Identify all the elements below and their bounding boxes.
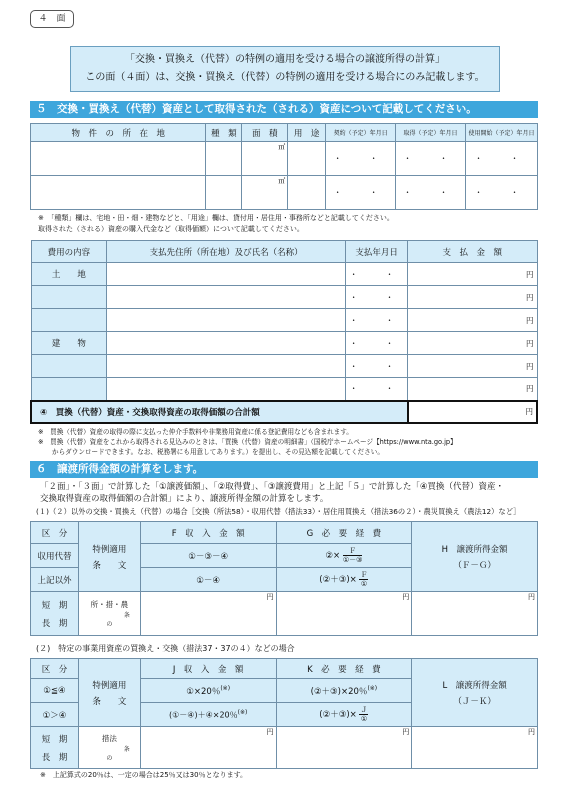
pay-date-input[interactable]: ・ ・ bbox=[346, 286, 408, 309]
short-term-label-2: 短 期 bbox=[41, 734, 68, 745]
header-k: K 必 要 経 費 bbox=[276, 659, 412, 679]
header-payee: 支払先住所（所在地）及び氏名（名称） bbox=[107, 241, 346, 263]
cost-label-blank bbox=[31, 286, 107, 309]
joubun-label: 条 文 bbox=[92, 560, 127, 571]
f-formula-a: ①－③－④ bbox=[140, 544, 276, 568]
k-b-den: ① bbox=[360, 715, 368, 723]
title-line-1: 「交換・買換え（代替）の特例の適用を受ける場合の譲渡所得の計算」 bbox=[125, 54, 445, 65]
h-formula: （Ｆ－Ｇ） bbox=[453, 560, 496, 571]
term-label-2 bbox=[31, 727, 79, 769]
pay-amount-input[interactable]: 円 bbox=[408, 286, 537, 309]
k-formula-a bbox=[276, 679, 412, 703]
law-input-1[interactable] bbox=[78, 592, 140, 636]
page-number: ４ 面 bbox=[30, 10, 74, 28]
g-a-den: ①－③ bbox=[342, 556, 363, 564]
g-formula-a bbox=[276, 544, 412, 568]
g-b-fraction bbox=[359, 571, 368, 588]
location-input-1[interactable] bbox=[31, 142, 206, 176]
row-label-le: ①≦④ bbox=[31, 679, 79, 703]
row-label-shuyou: 収用代替 bbox=[31, 544, 79, 568]
note-fees: ※ 買換（代替）資産の取得の際に支払った仲介手数料や非業務用資産に係る登記費用なども含まれます。 bbox=[38, 428, 353, 436]
g-b-prefix: (②＋③)× bbox=[319, 575, 357, 585]
g-formula-b bbox=[276, 568, 412, 592]
payee-input[interactable] bbox=[107, 309, 346, 332]
header-cost-content: 費用の内容 bbox=[31, 241, 107, 263]
calc-table-1 bbox=[30, 521, 538, 636]
pay-amount-input[interactable]: 円 bbox=[408, 263, 537, 286]
cost-label-building: 建 物 bbox=[31, 332, 107, 355]
note-type-use: ※ 「種類」欄は、宅地・田・畑・建物などと、「用途」欄は、貸付用・居住用・事務所などと記載してください。 bbox=[38, 214, 394, 222]
law-input-2[interactable] bbox=[78, 727, 140, 769]
j-a-text: ①×20％ bbox=[186, 686, 221, 697]
law-prefix-2: 措法 bbox=[101, 734, 117, 743]
section-6-heading: ６ 譲渡所得金額の計算をします。 bbox=[30, 461, 538, 478]
pay-amount-input[interactable]: 円 bbox=[408, 355, 537, 378]
use-start-date-input-2[interactable]: ・ ・ bbox=[466, 176, 538, 210]
no-label: の bbox=[106, 621, 113, 628]
subsection-2-title: (２) 特定の事業用資産の買換え・交換（措法37・37の４）などの場合 bbox=[36, 644, 295, 653]
k-b-num: Ｊ bbox=[360, 706, 368, 714]
j-b-mark: (※) bbox=[237, 708, 248, 716]
total-acquisition-input[interactable]: 円 bbox=[408, 401, 537, 423]
header-contract-date: 契約（予定）年月日 bbox=[326, 124, 396, 142]
k-formula-b bbox=[276, 703, 412, 727]
law-prefix: 所・措・農 bbox=[90, 600, 129, 609]
j-amount-input[interactable]: 円 bbox=[140, 727, 276, 769]
pay-amount-input[interactable]: 円 bbox=[408, 332, 537, 355]
area-input-1[interactable]: ㎡ bbox=[242, 142, 288, 176]
g-amount-input[interactable]: 円 bbox=[276, 592, 412, 636]
h-amount-input[interactable]: 円 bbox=[412, 592, 538, 636]
jou-label: 条 bbox=[123, 612, 130, 619]
calc-table-2 bbox=[30, 658, 538, 769]
footnote-percentage: ※ 上記算式の20％は、一定の場合は25％又は30％となります。 bbox=[40, 771, 248, 779]
f-formula-b: ①－④ bbox=[140, 568, 276, 592]
g-b-num: Ｆ bbox=[360, 571, 368, 579]
page-title bbox=[70, 46, 500, 92]
header-pay-amount: 支 払 金 額 bbox=[408, 241, 537, 263]
g-a-num: Ｆ bbox=[343, 547, 363, 556]
short-term-label: 短 期 bbox=[41, 600, 68, 611]
acquire-date-input-2[interactable]: ・ ・ bbox=[396, 176, 466, 210]
k-b-prefix: (②＋③)× bbox=[319, 710, 357, 720]
note-estimate-cont: からダウンロードできます。なお、税務署にも用意してあります。）を提出し、その見込額を記載してください。 bbox=[52, 448, 384, 456]
no-label-2: の bbox=[106, 755, 113, 762]
use-input-1[interactable] bbox=[288, 142, 326, 176]
payee-input[interactable] bbox=[107, 355, 346, 378]
pay-date-input[interactable]: ・ ・ bbox=[346, 355, 408, 378]
payee-input[interactable] bbox=[107, 263, 346, 286]
g-a-fraction bbox=[343, 547, 363, 564]
payee-input[interactable] bbox=[107, 378, 346, 401]
f-amount-input[interactable]: 円 bbox=[140, 592, 276, 636]
section-5-heading: ５ 交換・買換え（代替）資産として取得された（される）資産について記載してください。 bbox=[30, 101, 538, 118]
header-g: G 必 要 経 費 bbox=[276, 522, 412, 544]
l-amount-input[interactable]: 円 bbox=[412, 727, 538, 769]
header-use: 用 途 bbox=[288, 124, 326, 142]
h-label: H 譲渡所得金額 bbox=[441, 544, 508, 555]
header-area: 面 積 bbox=[242, 124, 288, 142]
property-table bbox=[30, 123, 538, 210]
k-a-mark: (※) bbox=[367, 684, 378, 692]
area-input-2[interactable]: ㎡ bbox=[242, 176, 288, 210]
k-b-fraction bbox=[359, 706, 368, 723]
tokurei-label: 特例適用 bbox=[92, 544, 127, 555]
header-acquire-date: 取得（予定）年月日 bbox=[396, 124, 466, 142]
contract-date-input-2[interactable]: ・ ・ bbox=[326, 176, 396, 210]
j-b-text: (①－④)＋④×20％ bbox=[168, 710, 238, 720]
row-label-other: 上記以外 bbox=[31, 568, 79, 592]
calc-desc-2: 交換取得資産の取得価額の合計額」により、譲渡所得金額の計算をします。 bbox=[40, 494, 329, 504]
use-input-2[interactable] bbox=[288, 176, 326, 210]
use-start-date-input-1[interactable]: ・ ・ bbox=[466, 142, 538, 176]
acquire-date-input-1[interactable]: ・ ・ bbox=[396, 142, 466, 176]
header-h bbox=[412, 522, 538, 592]
calc-desc-1: 「２面」・「３面」で計算した「①譲渡価額」、「②取得費」、「③譲渡費用」と上記「５」で計算した「④買換（代替）資産・ bbox=[40, 482, 504, 492]
pay-date-input[interactable]: ・ ・ bbox=[346, 263, 408, 286]
type-input-1[interactable] bbox=[206, 142, 242, 176]
cost-label-blank bbox=[31, 355, 107, 378]
header-type: 種 類 bbox=[206, 124, 242, 142]
total-acquisition-label: ④ 買換（代替）資産・交換取得資産の取得価額の合計額 bbox=[31, 401, 408, 423]
k-a-text: (②＋③)×20％ bbox=[310, 686, 368, 697]
j-formula-a bbox=[140, 679, 276, 703]
pay-date-input[interactable]: ・ ・ bbox=[346, 332, 408, 355]
location-input-2[interactable] bbox=[31, 176, 206, 210]
g-b-den: ① bbox=[360, 580, 368, 588]
joubun-label-2: 条 文 bbox=[92, 696, 127, 707]
cost-table bbox=[30, 240, 538, 424]
header-kubun: 区 分 bbox=[31, 522, 79, 544]
g-a-prefix: ②× bbox=[325, 551, 341, 561]
header-location: 物 件 の 所 在 地 bbox=[31, 124, 206, 142]
k-amount-input[interactable]: 円 bbox=[276, 727, 412, 769]
payee-input[interactable] bbox=[107, 332, 346, 355]
payee-input[interactable] bbox=[107, 286, 346, 309]
j-formula-b bbox=[140, 703, 276, 727]
title-line-2: この面（４面）は、交換・買換え（代替）の特例の適用を受ける場合にのみ記載します。 bbox=[85, 72, 485, 83]
jou-label-2: 条 bbox=[123, 746, 130, 753]
header-j: J 収 入 金 額 bbox=[140, 659, 276, 679]
l-label: L 譲渡所得金額 bbox=[442, 680, 507, 691]
pay-date-input[interactable]: ・ ・ bbox=[346, 378, 408, 401]
header-pay-date: 支払年月日 bbox=[346, 241, 408, 263]
term-label bbox=[31, 592, 79, 636]
note-cost-intro: 取得された（される）資産の購入代金など（取得価額）について記載してください。 bbox=[38, 225, 304, 233]
cost-label-blank bbox=[31, 309, 107, 332]
contract-date-input-1[interactable]: ・ ・ bbox=[326, 142, 396, 176]
pay-date-input[interactable]: ・ ・ bbox=[346, 309, 408, 332]
subsection-1-title: (１)（２）以外の交換・買換え（代替）の場合［交換（所法58）・収用代替（措法33）・居住用買換え（措法36の２）・農災買換え（農法12）など］ bbox=[36, 507, 521, 516]
long-term-label: 長 期 bbox=[41, 618, 68, 629]
type-input-2[interactable] bbox=[206, 176, 242, 210]
note-estimate: ※ 買換（代替）資産をこれから取得される見込みのときは、「買換（代替）資産の明細書」（国税庁ホームページ【https://www.nta.go.jp】 bbox=[38, 438, 457, 446]
row-label-gt: ①＞④ bbox=[31, 703, 79, 727]
cost-label-land: 土 地 bbox=[31, 263, 107, 286]
header-tokurei bbox=[78, 522, 140, 592]
long-term-label-2: 長 期 bbox=[41, 752, 68, 763]
header-kubun-2: 区 分 bbox=[31, 659, 79, 679]
cost-label-blank bbox=[31, 378, 107, 401]
j-a-mark: (※) bbox=[220, 684, 231, 692]
tokurei-label-2: 特例適用 bbox=[92, 680, 127, 691]
pay-amount-input[interactable]: 円 bbox=[408, 378, 537, 401]
header-use-start-date: 使用開始（予定）年月日 bbox=[466, 124, 538, 142]
l-formula: （Ｊ－Ｋ） bbox=[453, 696, 496, 707]
header-tokurei-2 bbox=[78, 659, 140, 727]
header-f: F 収 入 金 額 bbox=[140, 522, 276, 544]
pay-amount-input[interactable]: 円 bbox=[408, 309, 537, 332]
header-l bbox=[412, 659, 538, 727]
